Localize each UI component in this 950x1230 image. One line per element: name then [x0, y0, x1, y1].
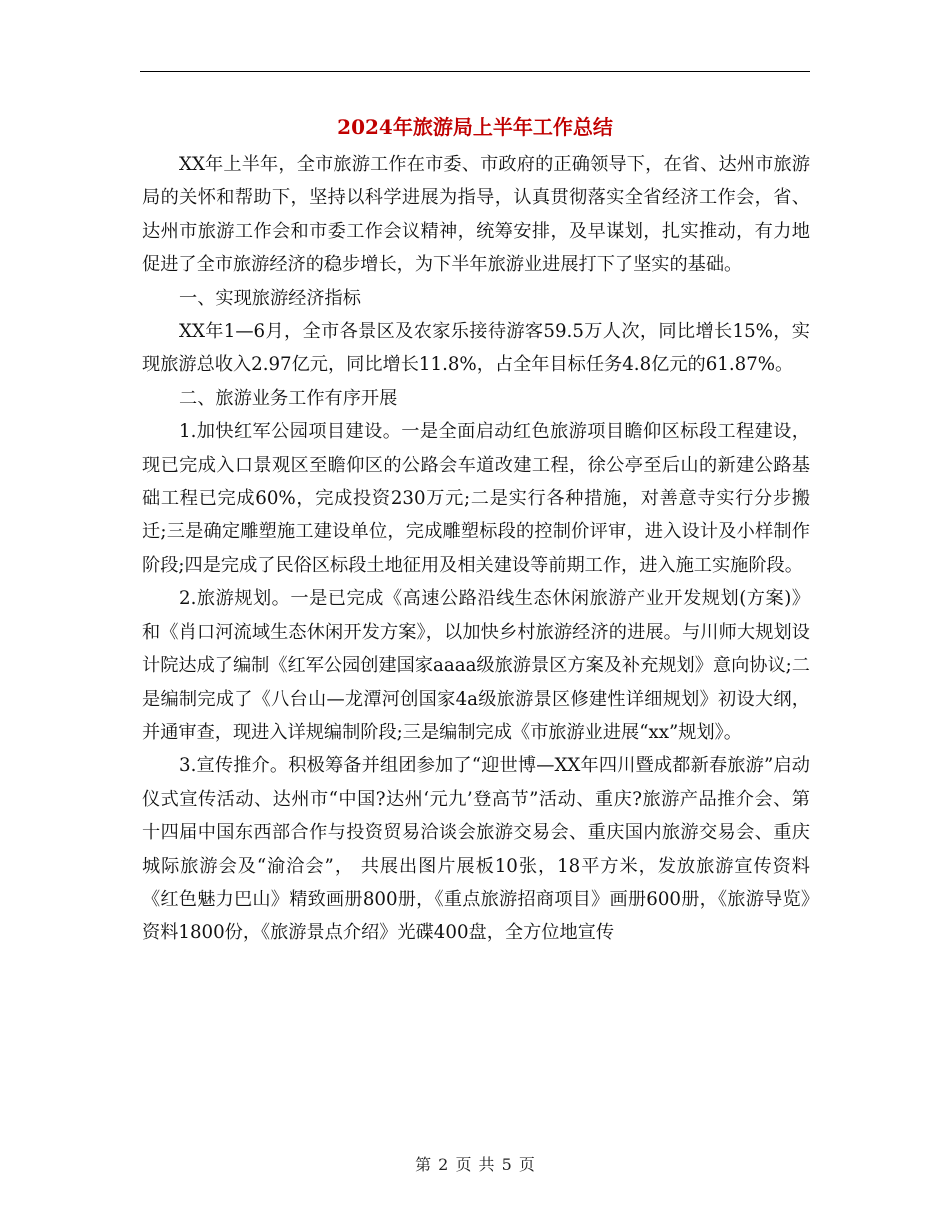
document-title: 2024年旅游局上半年工作总结: [337, 115, 613, 139]
section-heading-1: 一、实现旅游经济指标: [179, 287, 361, 309]
paragraph-intro: XX年上半年，全市旅游工作在市委、市政府的正确领导下，在省、达州市旅游局的关怀和帮助下，坚持以科学进展为指导，认真贯彻落实全省经济工作会，省、达州市旅游工作会和市委工作会议精神，统筹安排，及早谋划，扎实推动，有力地促进了全市旅游经济的稳步增长，为下半年旅游业进展打下了坚实的基础。: [142, 154, 810, 276]
page-footer: 第 2 页 共 5 页: [415, 1155, 535, 1174]
document-body: [142, 148, 810, 950]
header-rule: [140, 71, 810, 72]
paragraph-red-army-park: 1.加快红军公园项目建设。一是全面启动红色旅游项目瞻仰区标段工程建设，现已完成入口景观区至瞻仰区的公路会车道改建工程，徐公亭至后山的新建公路基础工程已完成60%，完成投资230万元;二是实行各种措施，对善意寺实行分步搬迁;三是确定雕塑施工建设单位，完成雕塑标段的控制价评审，进入设计及小样制作阶段;四是完成了民俗区标段土地征用及相关建设等前期工作，进入施工实施阶段。: [142, 421, 810, 576]
paragraph-tourism-planning: 2.旅游规划。一是已完成《高速公路沿线生态休闲旅游产业开发规划(方案)》和《肖口河流域生态休闲开发方案》，以加快乡村旅游经济的进展。与川师大规划设计院达成了编制《红军公园创建国家aaaa级旅游景区方案及补充规划》意向协议;二是编制完成了《八台山—龙潭河创国家4a级旅游景区修建性详细规划》初设大纲，并通审查，现进入详规编制阶段;三是编制完成《市旅游业进展“xx”规划》。: [142, 588, 810, 743]
paragraph-economic-indicators: XX年1—6月，全市各景区及农家乐接待游客59.5万人次，同比增长15%，实现旅游总收入2.97亿元，同比增长11.8%，占全年目标任务4.8亿元的61.87%。: [142, 321, 810, 376]
section-heading-2: 二、旅游业务工作有序开展: [179, 387, 398, 409]
paragraph-promotion: 3.宣传推介。积极筹备并组团参加了“迎世博—XX年四川暨成都新春旅游”启动仪式宣传活动、达州市“中国?达州‘元九’登高节”活动、重庆?旅游产品推介会、第十四届中国东西部合作与投资贸易洽谈会旅游交易会、重庆国内旅游交易会、重庆城际旅游会及“渝洽会”， 共展出图片展板10张，18平方米，发放旅游宣传资料《红色魅力巴山》精致画册800册，《重点旅游招商项目》画册600册，《旅游导览》资料1800份，《旅游景点介绍》光碟400盘，全方位地宣传: [142, 755, 810, 944]
